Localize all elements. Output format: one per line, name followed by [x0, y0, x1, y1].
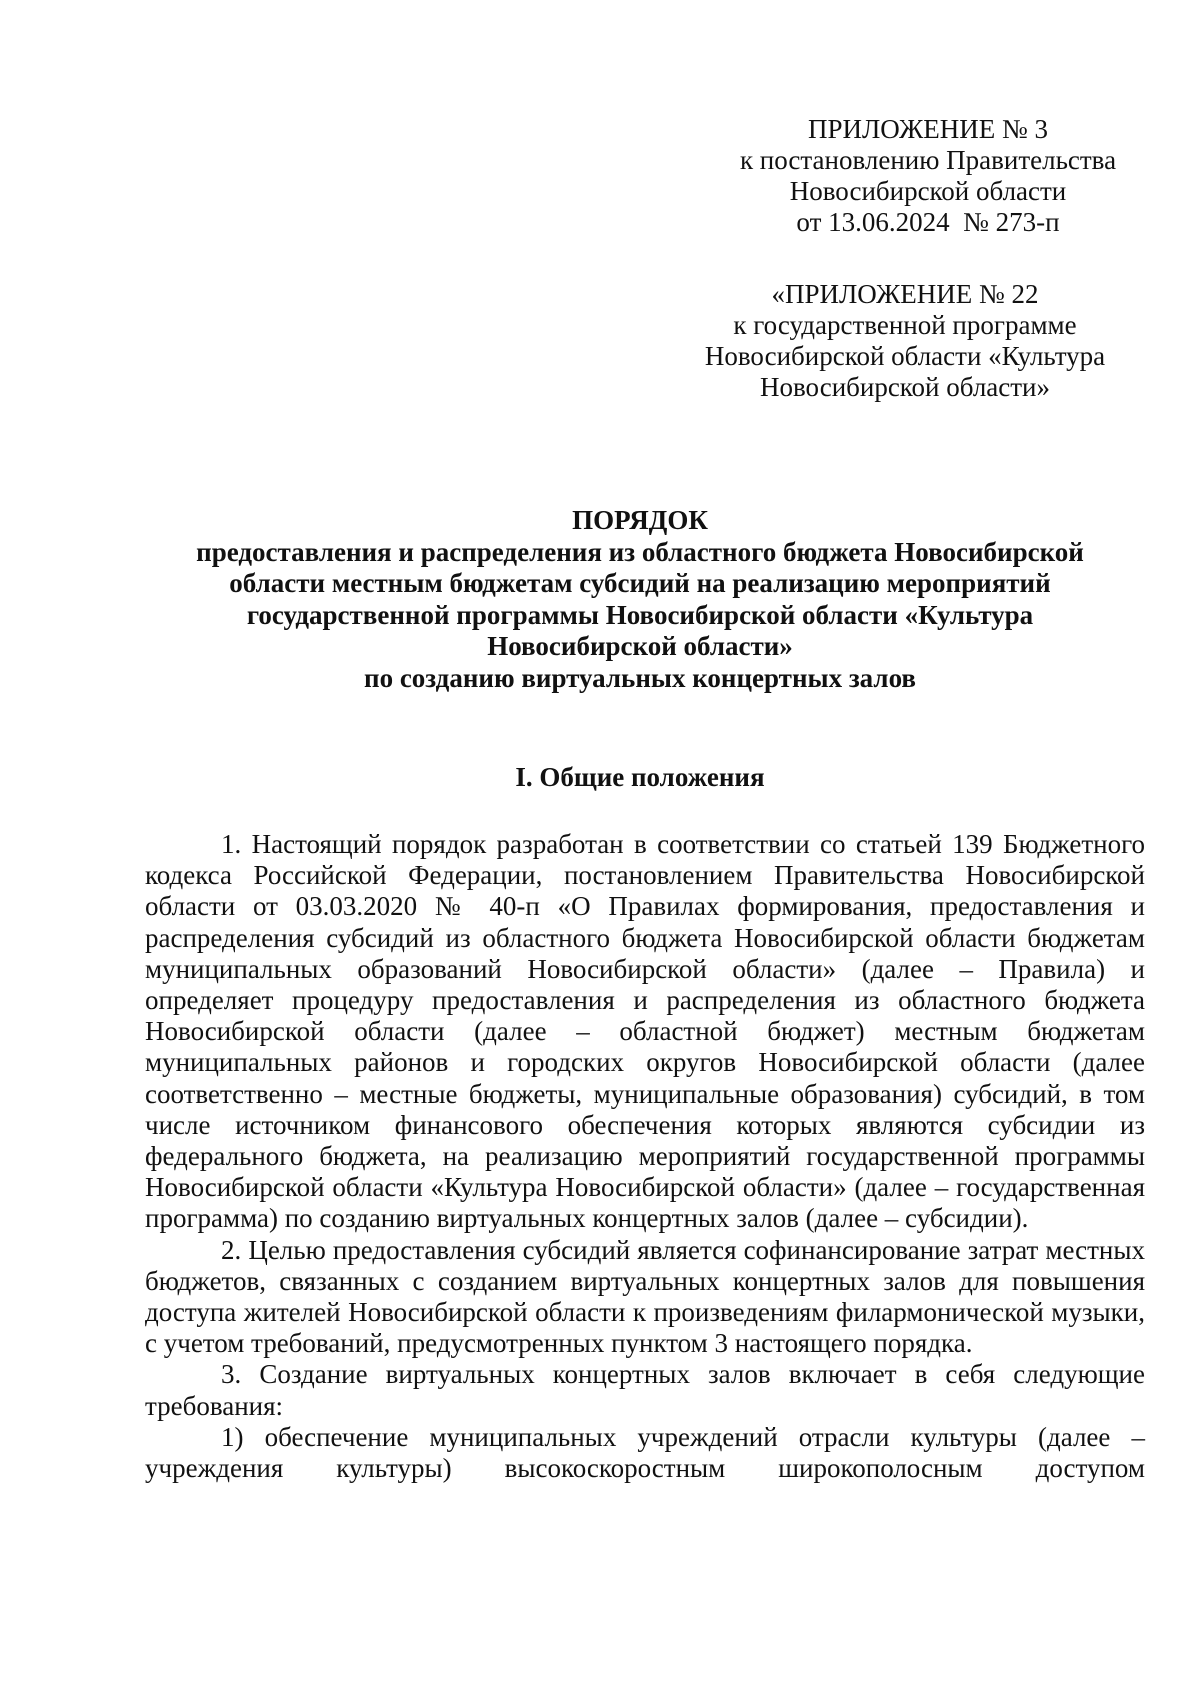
paragraph: 2. Целью предоставления субсидий является софинансирование затрат местных бюджетов, связанных с созданием виртуальных концертных залов для повышения доступа жителей Новосибирской области к произведениям филармонической музыки, с учетом требований, предусмотренных пунктом 3 настоящего порядка. — [145, 1234, 1145, 1359]
title-line: Новосибирской области» — [487, 631, 793, 661]
section-heading: I. Общие положения — [515, 762, 765, 792]
title-line: по созданию виртуальных концертных залов — [364, 662, 916, 693]
document-title — [140, 505, 1140, 694]
attachment-3-line: ПРИЛОЖЕНИЕ № 3 — [807, 114, 1049, 144]
attachment-22-line: «ПРИЛОЖЕНИЕ № 22 — [771, 279, 1039, 309]
paragraph: 3. Создание виртуальных концертных залов включает в себя следующие требования: — [145, 1359, 1145, 1421]
attachment-22-header — [680, 279, 1130, 403]
paragraph: 1. Настоящий порядок разработан в соответствии со статьей 139 Бюджетного кодекса Российской Федерации, постановлением Правительства Новосибирской области от 03.03.2020 № 40-п «О Правилах формирования, предоставления и распределения субсидий из областного бюджета Новосибирской области бюджетам муниципальных образований Новосибирской области» (далее – Правила) и определяет процедуру предоставления и распределения из областного бюджета Новосибирской области (далее – областной бюджет) местным бюджетам муниципальных районов и городских округов Новосибирской области (далее соответственно – местные бюджеты, муниципальные образования) субсидий, в том числе источником финансового обеспечения которых являются субсидии из федерального бюджета, на реализацию мероприятий государственной программы Новосибирской области «Культура Новосибирской области» (далее – государственная программа) по созданию виртуальных концертных залов (далее – субсидии). — [145, 829, 1145, 1234]
title-line: государственной программы Новосибирской области «Культура — [246, 599, 1034, 630]
attachment-3-line: к постановлению Правительства — [739, 145, 1117, 175]
section-body — [145, 829, 1145, 1484]
title-line: области местным бюджетам субсидий на реализацию мероприятий — [229, 568, 1051, 598]
attachment-22-line: Новосибирской области «Культура — [704, 341, 1106, 371]
attachment-3-header — [738, 114, 1118, 238]
attachment-22-line: к государственной программе — [733, 310, 1077, 340]
attachment-3-line: от 13.06.2024 № 273-п — [796, 207, 1060, 237]
attachment-22-line: Новосибирской области» — [759, 372, 1051, 402]
title-heading: ПОРЯДОК — [572, 505, 708, 535]
attachment-3-line: Новосибирской области — [789, 176, 1067, 206]
title-line: предоставления и распределения из областного бюджета Новосибирской — [196, 536, 1084, 567]
paragraph: 1) обеспечение муниципальных учреждений отрасли культуры (далее – учреждения культуры) высокоскоростным широкополосным доступом — [145, 1421, 1145, 1484]
